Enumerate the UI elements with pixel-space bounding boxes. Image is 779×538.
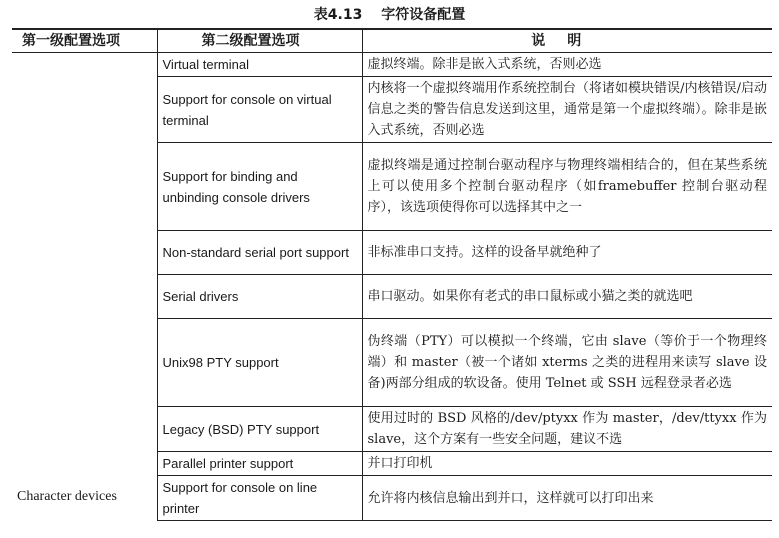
- char-device-config-table: [12, 28, 772, 521]
- option-description: 伪终端（PTY）可以模拟一个终端，它由 slave（等价于一个物理终端）和 master（被一个诸如 xterms 之类的进程用来读写 slave 设备)两部分组成的软设备。使用 Telnet 或 SSH 远程登录者必选: [362, 319, 772, 407]
- first-level-option: Character devices: [17, 488, 117, 504]
- caption-number: 表4.13: [313, 7, 363, 23]
- header-row: [12, 29, 772, 53]
- second-level-option: Virtual terminal: [157, 53, 362, 77]
- caption-title: 字符设备配置: [381, 7, 466, 23]
- second-level-option: Serial drivers: [157, 275, 362, 319]
- header-second-level: 第二级配置选项: [157, 29, 362, 53]
- option-description: 虚拟终端是通过控制台驱动程序与物理终端相结合的，但在某些系统上可以使用多个控制台驱动程序（如framebuffer 控制台驱动程序），该选项使得你可以选择其中之一: [362, 143, 772, 231]
- second-level-option: Legacy (BSD) PTY support: [157, 407, 362, 452]
- header-description: 说明: [362, 29, 772, 53]
- option-description: 使用过时的 BSD 风格的/dev/ptyxx 作为 master，/dev/ttyxx 作为 slave，这个方案有一些安全问题，建议不选: [362, 407, 772, 452]
- option-description: 虚拟终端。除非是嵌入式系统，否则必选: [362, 53, 772, 77]
- option-description: 非标准串口支持。这样的设备早就绝种了: [362, 231, 772, 275]
- option-description: 内核将一个虚拟终端用作系统控制台（将诸如模块错误/内核错误/启动信息之类的警告信息发送到这里，通常是第一个虚拟终端）。除非是嵌入式系统，否则必选: [362, 77, 772, 143]
- option-description: 并口打印机: [362, 452, 772, 476]
- header-first-level: 第一级配置选项: [12, 29, 157, 53]
- second-level-option: Parallel printer support: [157, 452, 362, 476]
- second-level-option: Support for console on virtual terminal: [157, 77, 362, 143]
- table-row: [12, 53, 772, 77]
- option-description: 允许将内核信息输出到并口，这样就可以打印出来: [362, 476, 772, 521]
- second-level-option: Support for binding and unbinding console drivers: [157, 143, 362, 231]
- second-level-option: Support for console on line printer: [157, 476, 362, 521]
- second-level-option: Non-standard serial port support: [157, 231, 362, 275]
- option-description: 串口驱动。如果你有老式的串口鼠标或小猫之类的就选吧: [362, 275, 772, 319]
- second-level-option: Unix98 PTY support: [157, 319, 362, 407]
- table-caption: [0, 4, 779, 24]
